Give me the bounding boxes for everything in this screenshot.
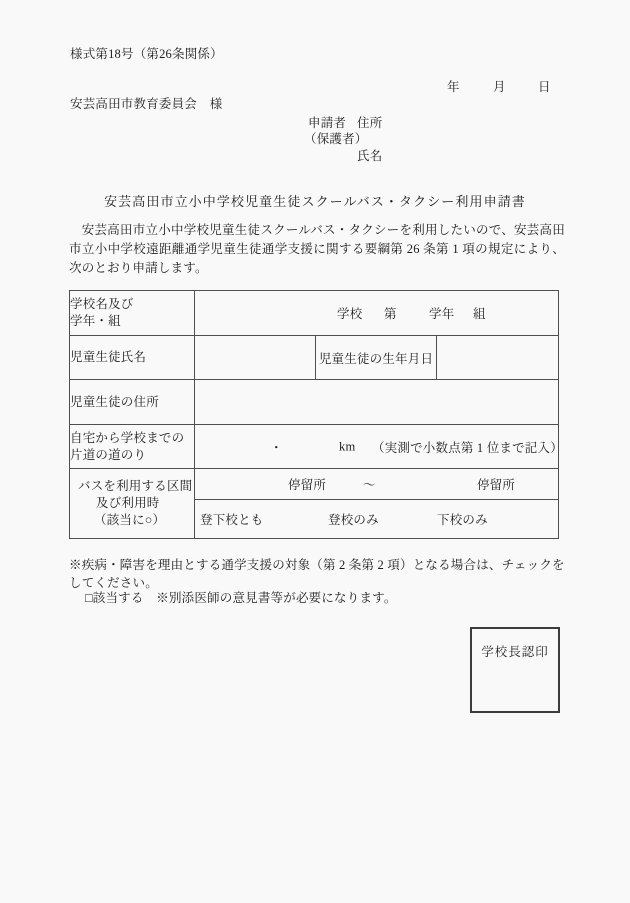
grade-prefix-label: 第 [384, 307, 397, 321]
table-row-distance [70, 425, 559, 469]
grade-suffix-label: 学年 [429, 307, 455, 321]
distance-unit-label: km [339, 439, 356, 453]
disability-note: ※疾病・障害を理由とする通学支援の対象（第 2 条第 2 項）となる場合は、チェックをしてください。 [69, 558, 565, 590]
addressee: 安芸高田市教育委員会 様 [70, 97, 223, 111]
application-table [69, 290, 563, 539]
school-row-input-cell [195, 291, 559, 336]
distance-note: （実測で小数点第 1 位まで記入） [372, 440, 563, 455]
birthdate-label: 児童生徒の生年月日 [316, 336, 437, 380]
form-number: 様式第18号（第26条関係） [70, 47, 223, 61]
principal-stamp-box [470, 627, 560, 713]
distance-input-cell [195, 425, 563, 469]
student-name-label: 児童生徒氏名 [70, 336, 195, 380]
date-month-label: 月 [493, 80, 506, 94]
option-both-ways: 登下校とも [200, 513, 264, 527]
birthdate-blank-cell [437, 336, 559, 380]
school-row-label: 学校名及び 学年・組 [70, 291, 195, 336]
bus-stop-from-label: 停留所 [288, 478, 327, 492]
bus-row-label: バスを利用する区間 及び利用時 （該当に○） [70, 469, 195, 539]
bus-stop-to-label: 停留所 [477, 478, 516, 492]
body-paragraph: 安芸高田市立小中学校児童生徒スクールバス・タクシーを利用したいので、安芸高田市立小中学校遠距離通学児童生徒通学支援に関する要綱第 26 条第 1 項の規定により、次のとおり申請します。 [69, 223, 565, 275]
bus-options-cell [195, 500, 559, 539]
bus-stops-cell [195, 469, 559, 500]
principal-stamp-label: 学校長認印 [481, 645, 549, 659]
name-label: 氏名 [357, 149, 383, 163]
distance-row-label: 自宅から学校までの 片道の道のり [70, 425, 195, 469]
document-title: 安芸高田市立小中学校児童生徒スクールバス・タクシー利用申請書 [104, 194, 526, 209]
student-address-blank-cell [195, 380, 559, 425]
distance-decimal-point: ・ [270, 440, 283, 455]
option-from-school: 下校のみ [437, 513, 488, 527]
table-row-student-name [70, 336, 559, 380]
student-name-blank-cell [195, 336, 316, 380]
applicant-label: 申請者 [308, 116, 347, 130]
class-suffix-label: 組 [473, 307, 486, 321]
table-row-bus-section [70, 469, 559, 500]
date-day-label: 日 [538, 80, 551, 94]
school-suffix-label: 学校 [337, 307, 363, 321]
table-row-student-address [70, 380, 559, 425]
applicable-checkbox-line: □該当する ※別添医師の意見書等が必要になります。 [85, 591, 397, 605]
tilde-separator: 〜 [363, 478, 376, 492]
address-label: 住所 [357, 116, 383, 130]
guardian-label: （保護者） [304, 132, 368, 146]
student-address-label: 児童生徒の住所 [70, 380, 195, 425]
option-to-school: 登校のみ [328, 513, 379, 527]
date-year-label: 年 [447, 80, 460, 94]
table-row-school [70, 291, 559, 336]
